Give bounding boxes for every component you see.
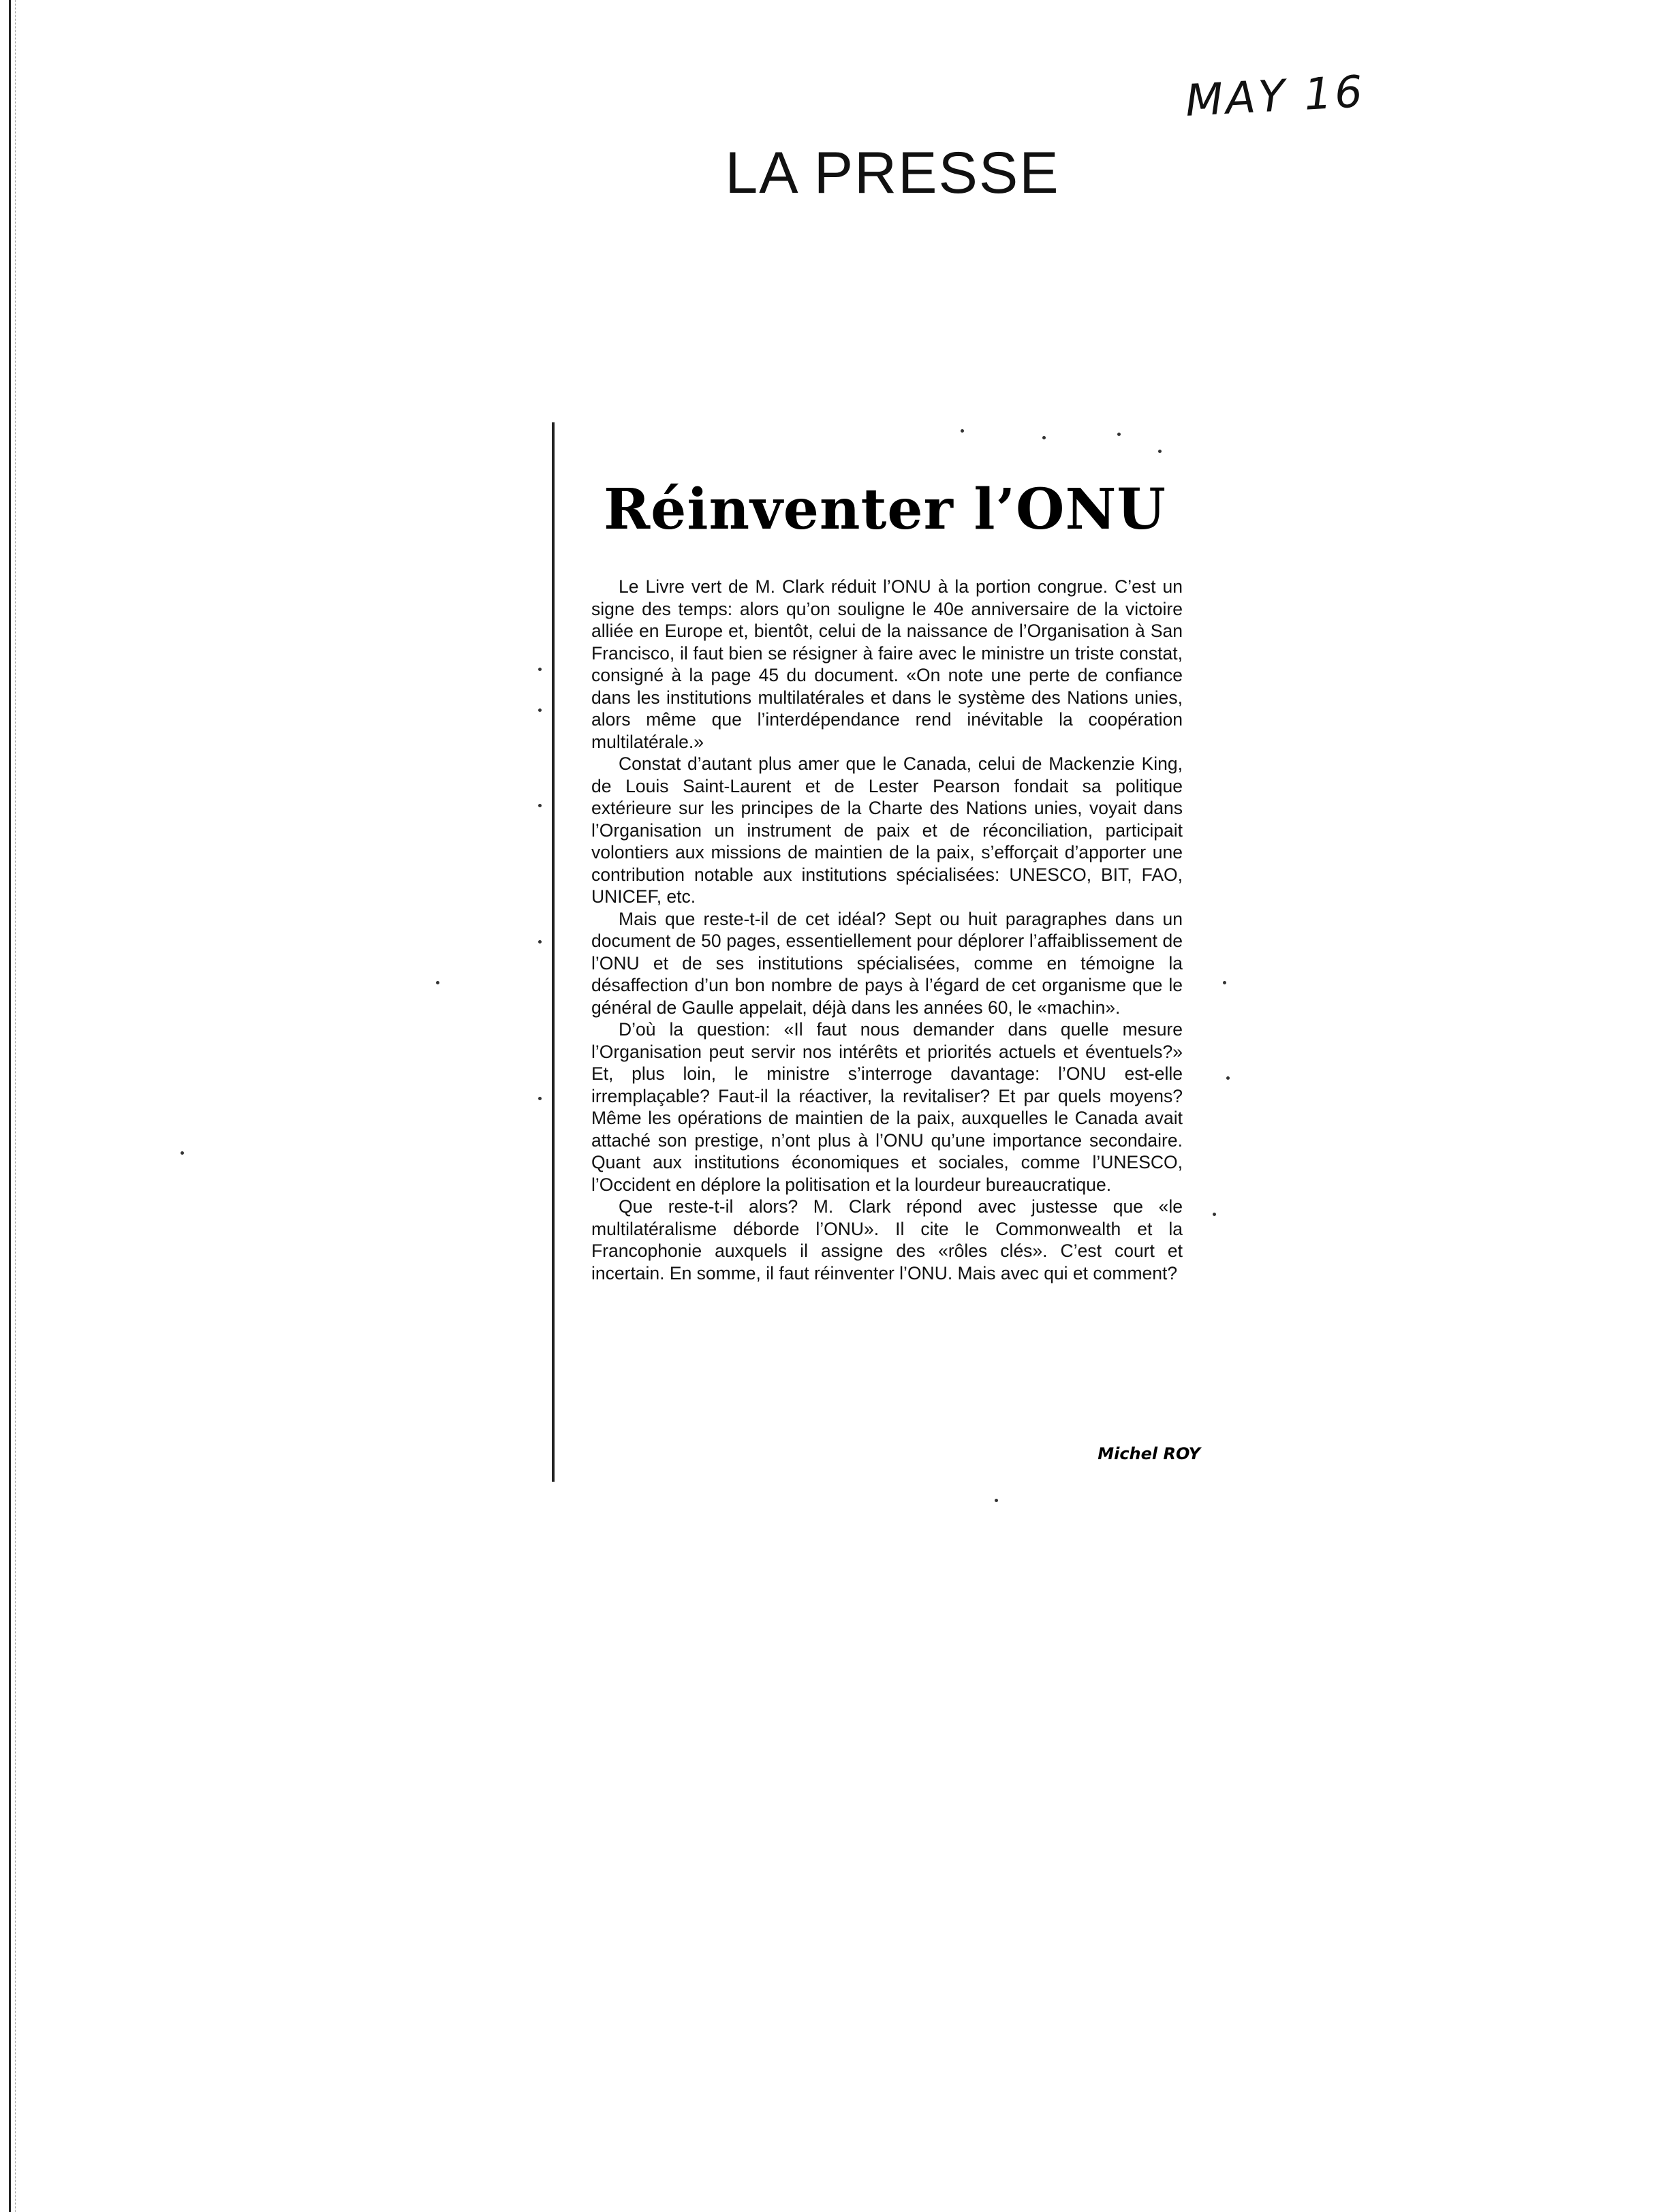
scan-speck xyxy=(1223,981,1226,984)
scan-speck xyxy=(1226,1076,1230,1080)
handwritten-date-note: MAY 16 xyxy=(1184,67,1367,127)
article-author-signature: Michel ROY xyxy=(1098,1444,1200,1463)
scan-speck xyxy=(961,429,964,433)
scan-left-dotted-edge xyxy=(15,0,16,2212)
scan-left-border xyxy=(0,0,11,2212)
scan-speck xyxy=(1117,433,1121,436)
scan-speck xyxy=(436,981,439,984)
publication-masthead: LA PRESSE xyxy=(725,140,1060,206)
article-paragraph: Mais que reste-t-il de cet idéal? Sept ou huit paragraphes dans un document de 50 pages, essentiellement pour déplorer l’affaiblissement de l’ONU et de ses institutions spécialisées, comme en témoigne la désaffection d’un bon nombre de pays à l’égard de cet organisme que le général de Gaulle appelait, déjà dans les années 60, le «machin». xyxy=(591,908,1183,1018)
article-body xyxy=(591,576,1183,1284)
column-rule xyxy=(552,422,555,1482)
scan-speck xyxy=(538,940,542,944)
scan-speck xyxy=(1213,1213,1216,1216)
scan-speck xyxy=(181,1151,184,1155)
scan-speck xyxy=(538,668,542,671)
article-paragraph: D’où la question: «Il faut nous demander dans quelle mesure l’Organisation peut servir nos intérêts et priorités actuels et éventuels?» Et, plus loin, le ministre s’interroge davantage: l’ONU est-elle irremplaçable? Faut-il la réactiver, la revitaliser? Et par quels moyens? Même les opérations de maintien de la paix, auxquelles le Canada avait attaché son prestige, n’ont plus à l’ONU qu’une importance secondaire. Quant aux institutions économiques et sociales, comme l’UNESCO, l’Occident en déplore la politisation et la lourdeur bureaucratique. xyxy=(591,1019,1183,1195)
article-paragraph: Le Livre vert de M. Clark réduit l’ONU à la portion congrue. C’est un signe des temps: alors qu’on souligne le 40e anniversaire de la victoire alliée en Europe et, bientôt, celui de la naissance de l’Organisation à San Francisco, il faut bien se résigner à faire avec le ministre un triste constat, consigné à la page 45 du document. «On note une perte de confiance dans les institutions multilatérales et dans le système des Nations unies, alors même que l’interdépendance rend inévitable la coopération multilatérale.» xyxy=(591,576,1183,752)
article-paragraph: Que reste-t-il alors? M. Clark répond avec justesse que «le multilatéralisme déborde l’ONU». Il cite le Commonwealth et la Francophonie auxquels il assigne des «rôles clés». C’est court et incertain. En somme, il faut réinventer l’ONU. Mais avec qui et comment? xyxy=(591,1196,1183,1283)
newspaper-clipping xyxy=(552,422,1206,1485)
article-headline: Réinventer l’ONU xyxy=(604,477,1166,542)
scan-speck xyxy=(995,1499,998,1502)
scan-speck xyxy=(538,708,542,712)
article-paragraph: Constat d’autant plus amer que le Canada, celui de Mackenzie King, de Louis Saint-Laurent et de Lester Pearson fondait sa politique extérieure sur les principes de la Charte des Nations unies, voyait dans l’Organisation un instrument de paix et de réconciliation, participait volontiers aux missions de maintien de la paix, s’efforçait d’apporter une contribution notable aux institutions spécialisées: UNESCO, BIT, FAO, UNICEF, etc. xyxy=(591,753,1183,907)
scan-speck xyxy=(538,1097,542,1100)
scan-speck xyxy=(1042,436,1046,439)
scan-speck xyxy=(538,804,542,807)
scan-speck xyxy=(1158,450,1162,453)
